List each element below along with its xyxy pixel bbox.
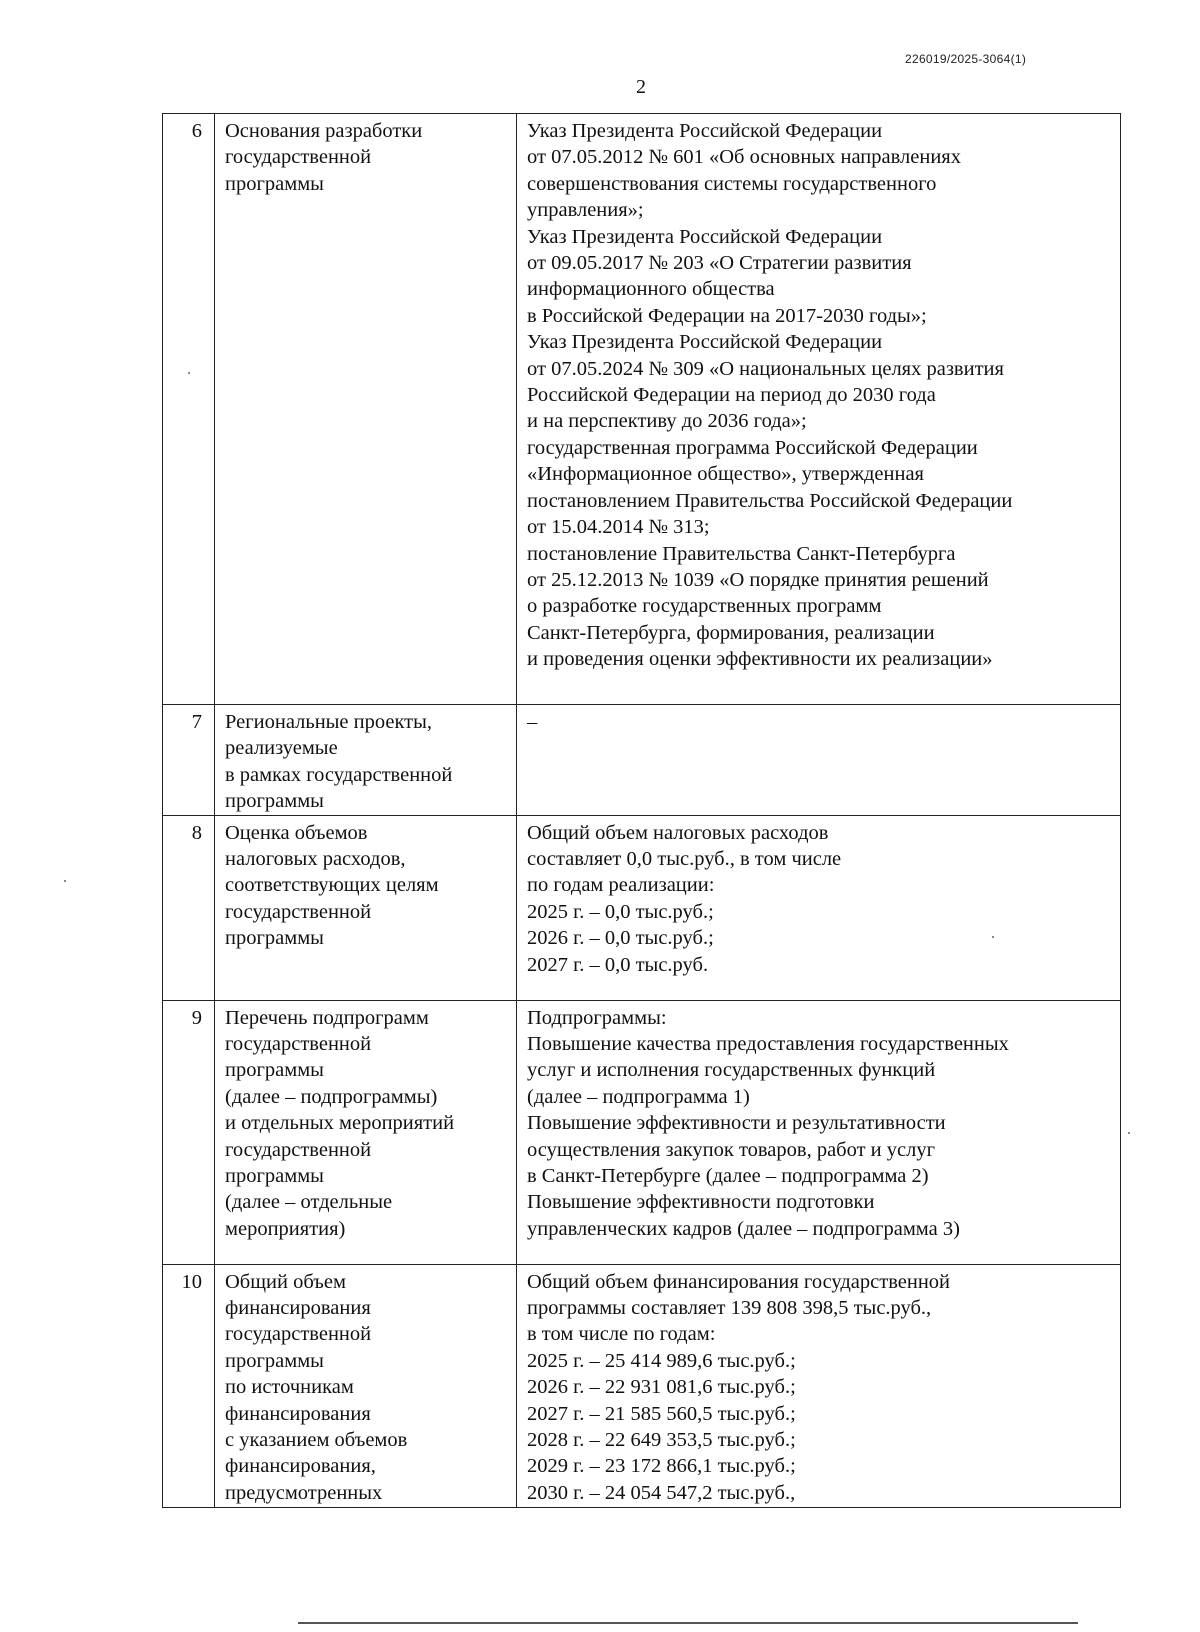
registration-number: 226019/2025-3064(1): [905, 52, 1027, 66]
row-title: [215, 705, 517, 816]
scan-speck: [992, 936, 994, 938]
table-row: [163, 705, 1121, 816]
row-content-line: и проведения оценки эффективности их реализации»: [527, 648, 993, 671]
row-content-line: 2026 г. – 22 931 081,6 тыс.руб.;: [527, 1376, 796, 1399]
row-content-line: 2027 г. – 0,0 тыс.руб.: [527, 953, 709, 976]
row-content-line: программы составляет 139 808 398,5 тыс.руб.,: [527, 1297, 932, 1320]
row-content: [517, 1264, 1121, 1507]
row-content-line: составляет 0,0 тыс.руб., в том числе: [527, 848, 842, 871]
row-content-line: о разработке государственных программ: [527, 595, 882, 618]
row-content-line: Повышение эффективности подготовки: [527, 1191, 875, 1214]
row-content-line: и на перспективу до 2036 года»;: [527, 410, 807, 433]
row-content-line: государственная программа Российской Федерации: [527, 436, 978, 459]
row-title-line: по источникам: [225, 1376, 354, 1399]
row-content-line: от 25.12.2013 № 1039 «О порядке принятия решений: [527, 568, 989, 591]
table-row: [163, 114, 1121, 705]
table-row: [163, 815, 1121, 1000]
row-title-line: Оценка объемов: [225, 821, 368, 844]
row-title-line: Перечень подпрограмм: [225, 1006, 429, 1029]
row-title-line: соответствующих целям: [225, 874, 439, 897]
row-content-line: Подпрограммы:: [527, 1006, 667, 1029]
row-content-line: управленческих кадров (далее – подпрограмма 3): [527, 1217, 960, 1240]
row-content-line: (далее – подпрограмма 1): [527, 1085, 750, 1108]
row-content-line: Повышение эффективности и результативности: [527, 1112, 946, 1135]
row-content-line: постановлением Правительства Российской Федерации: [527, 489, 1013, 512]
row-title: [215, 1000, 517, 1264]
row-content-line: Санкт-Петербурга, формирования, реализации: [527, 621, 935, 644]
row-title-line: с указанием объемов: [225, 1429, 408, 1452]
table-body: [163, 114, 1121, 1508]
row-number: 7: [163, 705, 215, 816]
row-content-line: 2028 г. – 22 649 353,5 тыс.руб.;: [527, 1429, 796, 1452]
row-content-line: по годам реализации:: [527, 874, 715, 897]
row-content-line: от 15.04.2014 № 313;: [527, 516, 710, 539]
row-title-line: финансирования: [225, 1402, 371, 1425]
row-content-line: Указ Президента Российской Федерации: [527, 331, 883, 354]
row-number: 6: [163, 114, 215, 705]
row-title-line: и отдельных мероприятий: [225, 1112, 455, 1135]
row-content-line: Указ Президента Российской Федерации: [527, 120, 883, 142]
row-title-line: предусмотренных: [225, 1481, 383, 1504]
row-title-line: государственной: [225, 900, 372, 923]
row-title-line: программы: [225, 172, 324, 195]
row-title-line: налоговых расходов,: [225, 848, 406, 871]
row-content-line: услуг и исполнения государственных функций: [527, 1059, 936, 1082]
scan-speck: [188, 372, 190, 374]
row-title-line: Основания разработки: [225, 120, 423, 142]
row-content-line: Российской Федерации на период до 2030 года: [527, 384, 936, 407]
row-title-line: государственной: [225, 1033, 372, 1056]
row-title-line: финансирования,: [225, 1455, 376, 1478]
row-content-line: от 07.05.2024 № 309 «О национальных целях развития: [527, 357, 1004, 380]
row-content-line: осуществления закупок товаров, работ и услуг: [527, 1138, 935, 1161]
row-content-line: в Санкт-Петербурге (далее – подпрограмма 2): [527, 1165, 929, 1188]
row-content: [517, 114, 1121, 705]
row-title: [215, 114, 517, 705]
row-number: 9: [163, 1000, 215, 1264]
row-title-line: государственной: [225, 146, 372, 169]
scan-bottom-edge: [298, 1622, 1078, 1624]
row-number: 10: [163, 1264, 215, 1507]
row-content-line: –: [527, 711, 538, 733]
row-content-line: 2027 г. – 21 585 560,5 тыс.руб.;: [527, 1402, 796, 1425]
scan-speck: [1128, 1132, 1130, 1134]
row-content-line: «Информационное общество», утвержденная: [527, 463, 924, 486]
row-content-line: Общий объем финансирования государственной: [527, 1270, 951, 1293]
row-content-line: совершенствования системы государственного: [527, 172, 937, 195]
row-title-line: финансирования: [225, 1297, 371, 1320]
row-content: [517, 1000, 1121, 1264]
row-title-line: программы: [225, 927, 324, 950]
row-title-line: Общий объем: [225, 1270, 346, 1293]
row-title-line: в рамках государственной: [225, 763, 453, 786]
row-content-line: постановление Правительства Санкт-Петербурга: [527, 542, 956, 565]
row-title-line: программы: [225, 1059, 324, 1082]
row-content-line: 2025 г. – 0,0 тыс.руб.;: [527, 900, 714, 923]
row-title-line: государственной: [225, 1138, 372, 1161]
row-content-line: 2025 г. – 25 414 989,6 тыс.руб.;: [527, 1349, 796, 1372]
row-content-line: от 09.05.2017 № 203 «О Стратегии развития: [527, 252, 912, 275]
row-title-line: мероприятия): [225, 1217, 346, 1240]
row-content-line: от 07.05.2012 № 601 «Об основных направлениях: [527, 146, 961, 169]
row-title-line: (далее – подпрограммы): [225, 1085, 438, 1108]
row-content: [517, 705, 1121, 816]
row-content-line: 2030 г. – 24 054 547,2 тыс.руб.,: [527, 1481, 796, 1504]
row-content-line: Указ Президента Российской Федерации: [527, 225, 883, 248]
row-content-line: информационного общества: [527, 278, 775, 301]
program-passport-table: [162, 113, 1121, 1508]
row-content-line: в том числе по годам:: [527, 1323, 716, 1346]
row-title-line: Региональные проекты,: [225, 711, 433, 733]
row-title: [215, 815, 517, 1000]
row-title-line: реализуемые: [225, 737, 338, 760]
row-number: 8: [163, 815, 215, 1000]
row-title-line: программы: [225, 790, 324, 813]
row-content-line: 2026 г. – 0,0 тыс.руб.;: [527, 927, 714, 950]
table-row: [163, 1264, 1121, 1507]
scan-speck: [64, 880, 66, 882]
row-title: [215, 1264, 517, 1507]
row-content-line: 2029 г. – 23 172 866,1 тыс.руб.;: [527, 1455, 796, 1478]
row-content: [517, 815, 1121, 1000]
row-title-line: (далее – отдельные: [225, 1191, 393, 1214]
table-row: [163, 1000, 1121, 1264]
row-content-line: Повышение качества предоставления государственных: [527, 1033, 1009, 1056]
row-title-line: программы: [225, 1349, 324, 1372]
page-number: 2: [636, 76, 646, 98]
row-content-line: в Российской Федерации на 2017-2030 годы»;: [527, 304, 927, 327]
row-title-line: государственной: [225, 1323, 372, 1346]
row-title-line: программы: [225, 1165, 324, 1188]
row-content-line: управления»;: [527, 199, 644, 222]
row-content-line: Общий объем налоговых расходов: [527, 821, 829, 844]
